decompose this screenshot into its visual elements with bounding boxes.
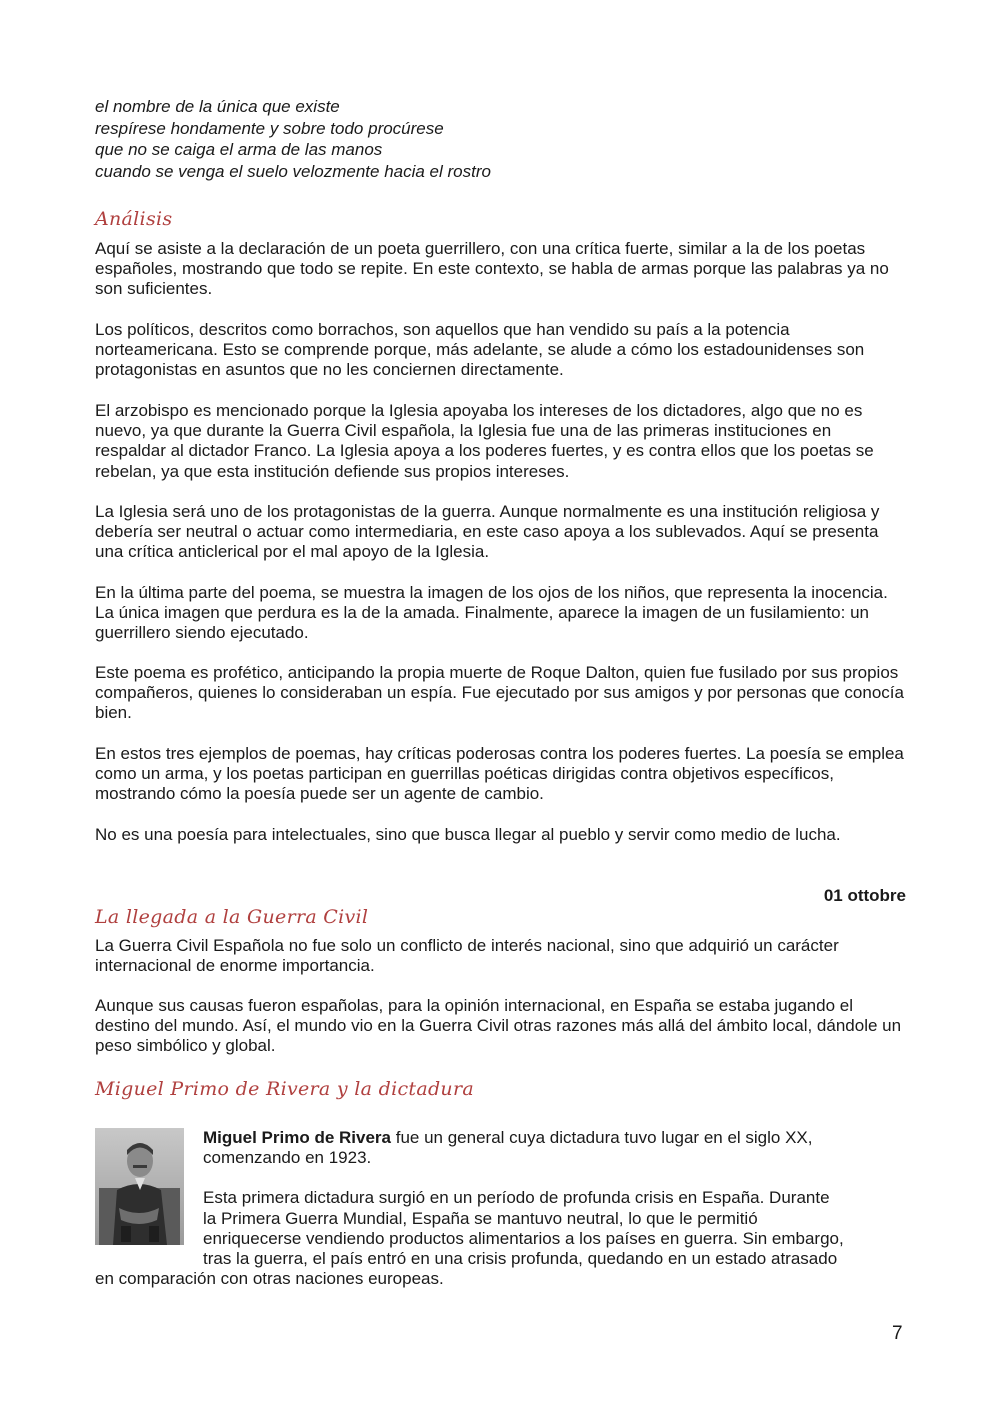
paragraph: No es una poesía para intelectuales, sino que busca llegar al pueblo y servir como medio de lucha. [95,825,841,844]
bio-line: tras la guerra, el país entró en una crisis profunda, quedando en un estado atrasado [203,1249,838,1269]
section-heading-guerra: La llegada a la Guerra Civil [95,906,369,928]
bio-line: en comparación con otras naciones europeas. [95,1269,444,1289]
bio-line: Miguel Primo de Rivera fue un general cuya dictadura tuvo lugar en el siglo XX, [203,1128,813,1147]
paragraph: Los políticos, descritos como borrachos, son aquellos que han vendido su país a la potencia norteamericana. Esto se comprende porque, más adelante, se alude a cómo los estadounidenses son protagonistas en asuntos que no les conciernen directamente. [95,320,865,380]
poem-line: el nombre de la única que existe [95,97,340,116]
paragraph: En la última parte del poema, se muestra la imagen de los ojos de los niños, que representa la inocencia. La única imagen que perdura es la de la amada. Finalmente, aparece la imagen de un fusilamiento: un guerrillero siendo ejecutado. [95,583,888,643]
person-name: Miguel Primo de Rivera [203,1128,391,1147]
poem-line: que no se caiga el arma de las manos [95,140,383,159]
lecture-date: 01 ottobre [823,886,906,905]
page-number: 7 [892,1323,903,1344]
paragraph: La Iglesia será uno de los protagonistas de la guerra. Aunque normalmente es una institución religiosa y debería ser neutral o actuar como intermediaria, en este caso apoya a los sublevados. Aquí se presenta una crítica anticlerical por el mal apoyo de la Iglesia. [95,502,880,562]
section-heading-primo: Miguel Primo de Rivera y la dictadura [95,1078,474,1100]
poem-excerpt [95,96,491,182]
paragraph: El arzobispo es mencionado porque la Iglesia apoyaba los intereses de los dictadores, algo que no es nuevo, ya que durante la Guerra Civil española, la Iglesia fue una de las primeras instituciones en respaldar al dictador Franco. La Iglesia apoya a los poderes fuertes, y es contra ellos que los poetas se rebelan, ya que esta institución defiende sus propios intereses. [95,401,874,481]
poem-line: cuando se venga el suelo velozmente hacia el rostro [95,161,491,181]
paragraph: Aquí se asiste a la declaración de un poeta guerrillero, con una crítica fuerte, similar a la de los poetas españoles, mostrando que todo se repite. En este contexto, se habla de armas porque las palabras ya no son suficientes. [95,239,889,299]
paragraph: La Guerra Civil Española no fue solo un conflicto de interés nacional, sino que adquirió un carácter internacional de enorme importancia. [95,936,839,976]
bio-line: comenzando en 1923. [203,1148,372,1168]
portrait-photo [95,1128,184,1245]
poem-line: respírese hondamente y sobre todo procúrese [95,118,444,138]
bio-line: enriquecerse vendiendo productos alimentarios a los países en guerra. Sin embargo, [203,1228,844,1248]
paragraph: En estos tres ejemplos de poemas, hay críticas poderosas contra los poderes fuertes. La poesía se emplea como un arma, y los poetas participan en guerrillas poéticas dirigidas contra objetivos específicos, mostrando cómo la poesía puede ser un agente de cambio. [95,744,904,804]
paragraph: Aunque sus causas fueron españolas, para la opinión internacional, en España se estaba jugando el destino del mundo. Así, el mundo vio en la Guerra Civil otras razones más allá del ámbito local, dándole un peso simbólico y global. [95,996,902,1056]
primo-biography [95,1128,906,1289]
paragraph: Este poema es profético, anticipando la propia muerte de Roque Dalton, quien fue fusilado por sus propios compañeros, quienes lo consideraban un espía. Fue ejecutado por sus amigos y por personas que conocía bien. [95,663,904,723]
bio-line: Esta primera dictadura surgió en un período de profunda crisis en España. Durante [203,1188,830,1208]
section-heading-analisis: Análisis [95,208,173,230]
bio-line: la Primera Guerra Mundial, España se mantuvo neutral, lo que le permitió [203,1208,758,1228]
